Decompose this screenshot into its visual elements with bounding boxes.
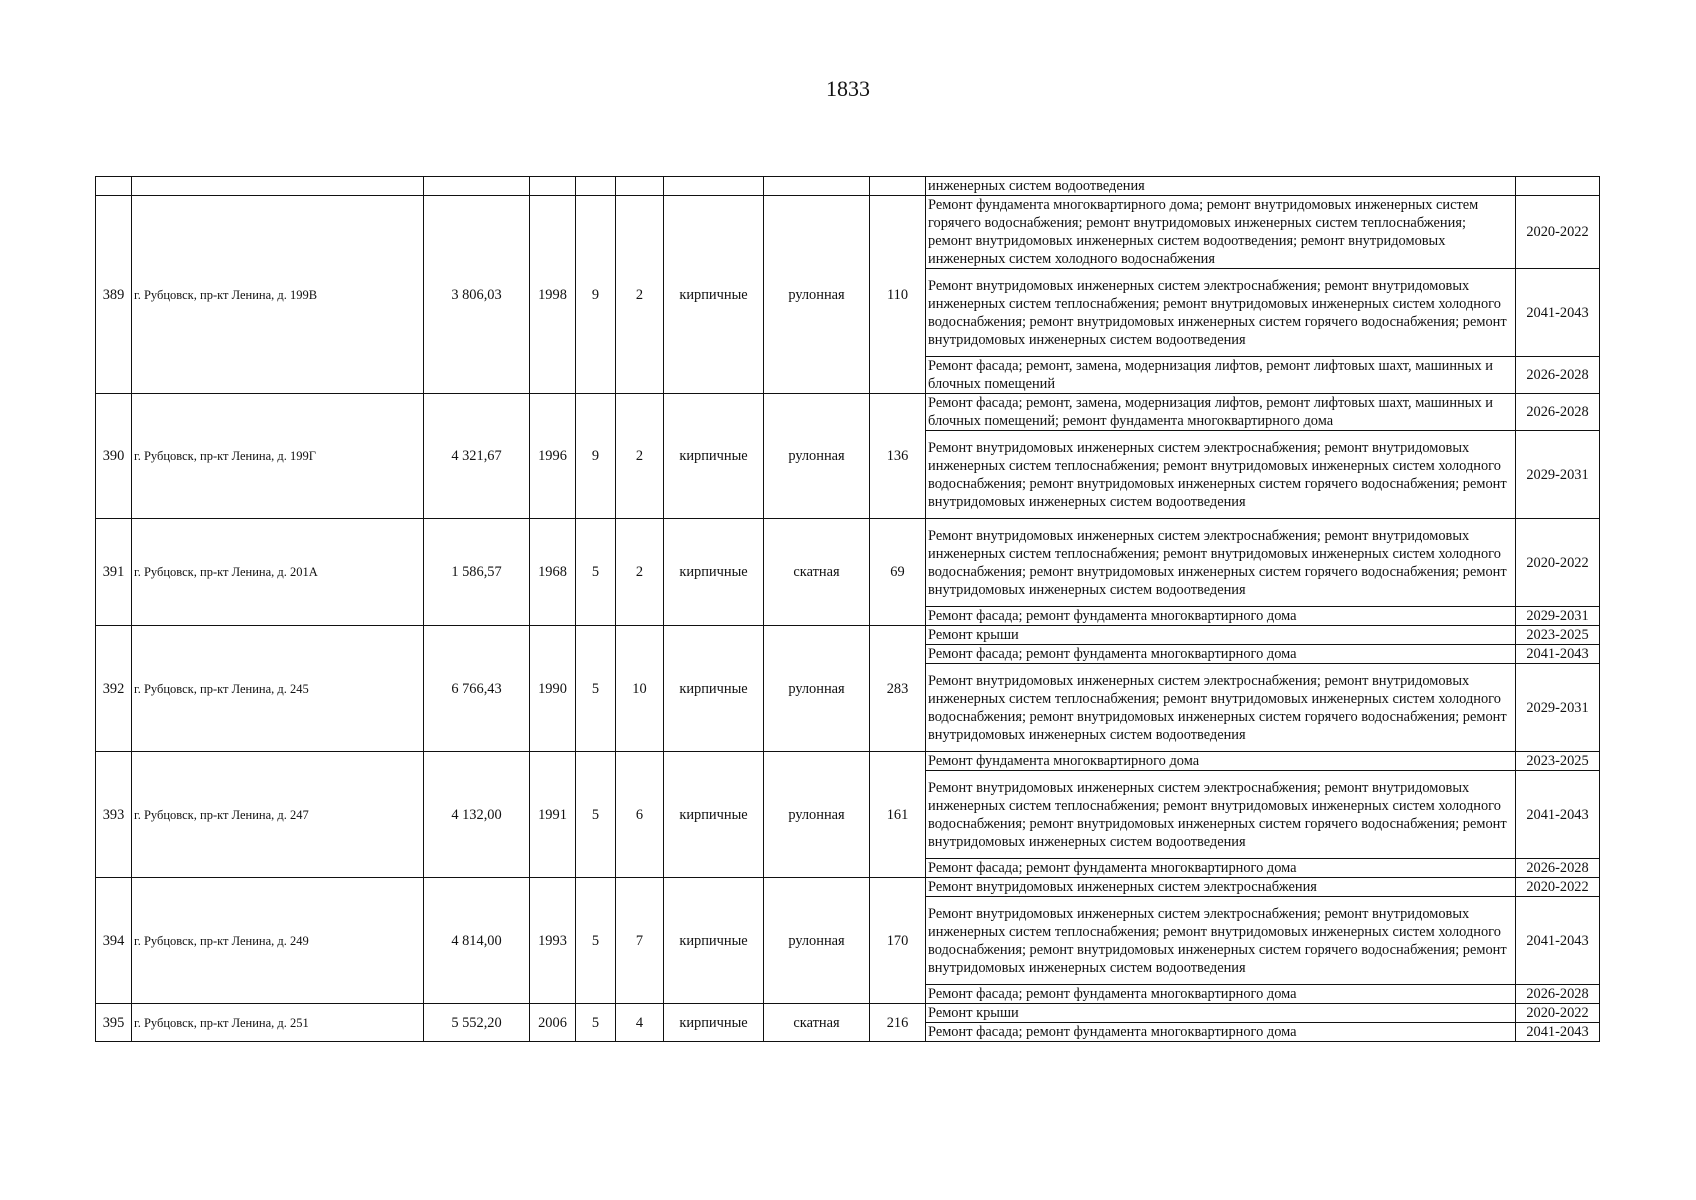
entrances-cell: 2 <box>616 519 664 626</box>
walls-cell: кирпичные <box>664 1004 764 1042</box>
area-cell: 4 814,00 <box>424 878 530 1004</box>
work-description-cell: Ремонт внутридомовых инженерных систем электроснабжения; ремонт внутридомовых инженерных систем теплоснабжения; ремонт внутридомовых инженерных систем холодного водоснабжения; ремонт внутридомовых инженерных систем горячего водоснабжения; ремонт внутридомовых инженерных систем водоотведения <box>926 771 1516 859</box>
year-cell: 1996 <box>530 394 576 519</box>
area-cell: 5 552,20 <box>424 1004 530 1042</box>
work-description-cell: Ремонт фасада; ремонт фундамента многоквартирного дома <box>926 645 1516 664</box>
area-cell: 3 806,03 <box>424 196 530 394</box>
entrances-cell: 4 <box>616 1004 664 1042</box>
floors-cell: 5 <box>576 1004 616 1042</box>
work-description-cell: Ремонт внутридомовых инженерных систем электроснабжения; ремонт внутридомовых инженерных систем теплоснабжения; ремонт внутридомовых инженерных систем холодного водоснабжения; ремонт внутридомовых инженерных систем горячего водоснабжения; ремонт внутридомовых инженерных систем водоотведения <box>926 897 1516 985</box>
roof-cell: скатная <box>764 519 870 626</box>
walls-cell: кирпичные <box>664 878 764 1004</box>
work-period-cell: 2041-2043 <box>1516 269 1600 357</box>
roof-cell <box>764 177 870 196</box>
floors-cell: 9 <box>576 196 616 394</box>
walls-cell: кирпичные <box>664 626 764 752</box>
address-cell: г. Рубцовск, пр-кт Ленина, д. 199В <box>132 196 424 394</box>
residents-cell: 69 <box>870 519 926 626</box>
address-cell: г. Рубцовск, пр-кт Ленина, д. 199Г <box>132 394 424 519</box>
roof-cell: скатная <box>764 1004 870 1042</box>
work-description-cell: Ремонт крыши <box>926 626 1516 645</box>
address-cell: г. Рубцовск, пр-кт Ленина, д. 247 <box>132 752 424 878</box>
work-description-cell: инженерных систем водоотведения <box>926 177 1516 196</box>
row-number-cell: 391 <box>96 519 132 626</box>
floors-cell: 9 <box>576 394 616 519</box>
row-number-cell: 395 <box>96 1004 132 1042</box>
work-period-cell: 2026-2028 <box>1516 985 1600 1004</box>
address-cell: г. Рубцовск, пр-кт Ленина, д. 245 <box>132 626 424 752</box>
work-period-cell: 2026-2028 <box>1516 394 1600 431</box>
work-period-cell: 2029-2031 <box>1516 607 1600 626</box>
work-description-cell: Ремонт фасада; ремонт, замена, модернизация лифтов, ремонт лифтовых шахт, машинных и блочных помещений <box>926 357 1516 394</box>
work-period-cell: 2020-2022 <box>1516 1004 1600 1023</box>
residents-cell <box>870 177 926 196</box>
walls-cell: кирпичные <box>664 519 764 626</box>
residents-cell: 283 <box>870 626 926 752</box>
work-period-cell: 2026-2028 <box>1516 357 1600 394</box>
roof-cell: рулонная <box>764 196 870 394</box>
work-period-cell: 2026-2028 <box>1516 859 1600 878</box>
table-row <box>96 519 1600 607</box>
floors-cell: 5 <box>576 626 616 752</box>
table-row <box>96 878 1600 897</box>
residents-cell: 216 <box>870 1004 926 1042</box>
address-cell <box>132 177 424 196</box>
work-period-cell: 2041-2043 <box>1516 771 1600 859</box>
residents-cell: 136 <box>870 394 926 519</box>
walls-cell: кирпичные <box>664 752 764 878</box>
row-number-cell: 393 <box>96 752 132 878</box>
entrances-cell <box>616 177 664 196</box>
work-period-cell: 2041-2043 <box>1516 897 1600 985</box>
row-number-cell: 390 <box>96 394 132 519</box>
roof-cell: рулонная <box>764 878 870 1004</box>
table-row <box>96 752 1600 771</box>
year-cell: 1990 <box>530 626 576 752</box>
residents-cell: 110 <box>870 196 926 394</box>
year-cell: 1993 <box>530 878 576 1004</box>
page-number: 1833 <box>826 76 870 101</box>
walls-cell <box>664 177 764 196</box>
roof-cell: рулонная <box>764 394 870 519</box>
floors-cell <box>576 177 616 196</box>
row-number-cell: 389 <box>96 196 132 394</box>
work-period-cell: 2023-2025 <box>1516 752 1600 771</box>
walls-cell: кирпичные <box>664 196 764 394</box>
work-description-cell: Ремонт фасада; ремонт, замена, модернизация лифтов, ремонт лифтовых шахт, машинных и блочных помещений; ремонт фундамента многоквартирного дома <box>926 394 1516 431</box>
work-description-cell: Ремонт фасада; ремонт фундамента многоквартирного дома <box>926 859 1516 878</box>
area-cell: 4 321,67 <box>424 394 530 519</box>
floors-cell: 5 <box>576 878 616 1004</box>
work-description-cell: Ремонт фасада; ремонт фундамента многоквартирного дома <box>926 607 1516 626</box>
year-cell: 1968 <box>530 519 576 626</box>
entrances-cell: 7 <box>616 878 664 1004</box>
residents-cell: 161 <box>870 752 926 878</box>
entrances-cell: 10 <box>616 626 664 752</box>
work-description-cell: Ремонт внутридомовых инженерных систем электроснабжения; ремонт внутридомовых инженерных систем теплоснабжения; ремонт внутридомовых инженерных систем холодного водоснабжения; ремонт внутридомовых инженерных систем горячего водоснабжения; ремонт внутридомовых инженерных систем водоотведения <box>926 431 1516 519</box>
year-cell: 1998 <box>530 196 576 394</box>
address-cell: г. Рубцовск, пр-кт Ленина, д. 251 <box>132 1004 424 1042</box>
work-period-cell: 2029-2031 <box>1516 664 1600 752</box>
work-description-cell: Ремонт фасада; ремонт фундамента многоквартирного дома <box>926 985 1516 1004</box>
work-period-cell: 2029-2031 <box>1516 431 1600 519</box>
work-description-cell: Ремонт фасада; ремонт фундамента многоквартирного дома <box>926 1023 1516 1042</box>
area-cell <box>424 177 530 196</box>
work-description-cell: Ремонт крыши <box>926 1004 1516 1023</box>
address-cell: г. Рубцовск, пр-кт Ленина, д. 249 <box>132 878 424 1004</box>
year-cell: 1991 <box>530 752 576 878</box>
table-row <box>96 1004 1600 1023</box>
walls-cell: кирпичные <box>664 394 764 519</box>
entrances-cell: 2 <box>616 196 664 394</box>
work-description-cell: Ремонт внутридомовых инженерных систем электроснабжения; ремонт внутридомовых инженерных систем теплоснабжения; ремонт внутридомовых инженерных систем холодного водоснабжения; ремонт внутридомовых инженерных систем горячего водоснабжения; ремонт внутридомовых инженерных систем водоотведения <box>926 519 1516 607</box>
year-cell <box>530 177 576 196</box>
work-description-cell: Ремонт фундамента многоквартирного дома <box>926 752 1516 771</box>
work-period-cell: 2041-2043 <box>1516 645 1600 664</box>
year-cell: 2006 <box>530 1004 576 1042</box>
work-description-cell: Ремонт внутридомовых инженерных систем электроснабжения; ремонт внутридомовых инженерных систем теплоснабжения; ремонт внутридомовых инженерных систем холодного водоснабжения; ремонт внутридомовых инженерных систем горячего водоснабжения; ремонт внутридомовых инженерных систем водоотведения <box>926 664 1516 752</box>
entrances-cell: 6 <box>616 752 664 878</box>
table-row <box>96 196 1600 269</box>
continuation-row <box>96 177 1600 196</box>
work-description-cell: Ремонт фундамента многоквартирного дома; ремонт внутридомовых инженерных систем горячего водоснабжения; ремонт внутридомовых инженерных систем теплоснабжения; ремонт внутридомовых инженерных систем водоотведения; ремонт внутридомовых инженерных систем холодного водоснабжения <box>926 196 1516 269</box>
row-number-cell <box>96 177 132 196</box>
row-number-cell: 392 <box>96 626 132 752</box>
table-row <box>96 394 1600 431</box>
work-description-cell: Ремонт внутридомовых инженерных систем электроснабжения; ремонт внутридомовых инженерных систем теплоснабжения; ремонт внутридомовых инженерных систем холодного водоснабжения; ремонт внутридомовых инженерных систем горячего водоснабжения; ремонт внутридомовых инженерных систем водоотведения <box>926 269 1516 357</box>
roof-cell: рулонная <box>764 626 870 752</box>
work-period-cell: 2020-2022 <box>1516 196 1600 269</box>
area-cell: 6 766,43 <box>424 626 530 752</box>
work-description-cell: Ремонт внутридомовых инженерных систем электроснабжения <box>926 878 1516 897</box>
residents-cell: 170 <box>870 878 926 1004</box>
area-cell: 4 132,00 <box>424 752 530 878</box>
work-period-cell <box>1516 177 1600 196</box>
row-number-cell: 394 <box>96 878 132 1004</box>
work-period-cell: 2020-2022 <box>1516 519 1600 607</box>
address-cell: г. Рубцовск, пр-кт Ленина, д. 201А <box>132 519 424 626</box>
work-period-cell: 2023-2025 <box>1516 626 1600 645</box>
table-row <box>96 626 1600 645</box>
area-cell: 1 586,57 <box>424 519 530 626</box>
entrances-cell: 2 <box>616 394 664 519</box>
capital-repair-table <box>95 176 1600 1042</box>
floors-cell: 5 <box>576 519 616 626</box>
floors-cell: 5 <box>576 752 616 878</box>
work-period-cell: 2020-2022 <box>1516 878 1600 897</box>
roof-cell: рулонная <box>764 752 870 878</box>
work-period-cell: 2041-2043 <box>1516 1023 1600 1042</box>
